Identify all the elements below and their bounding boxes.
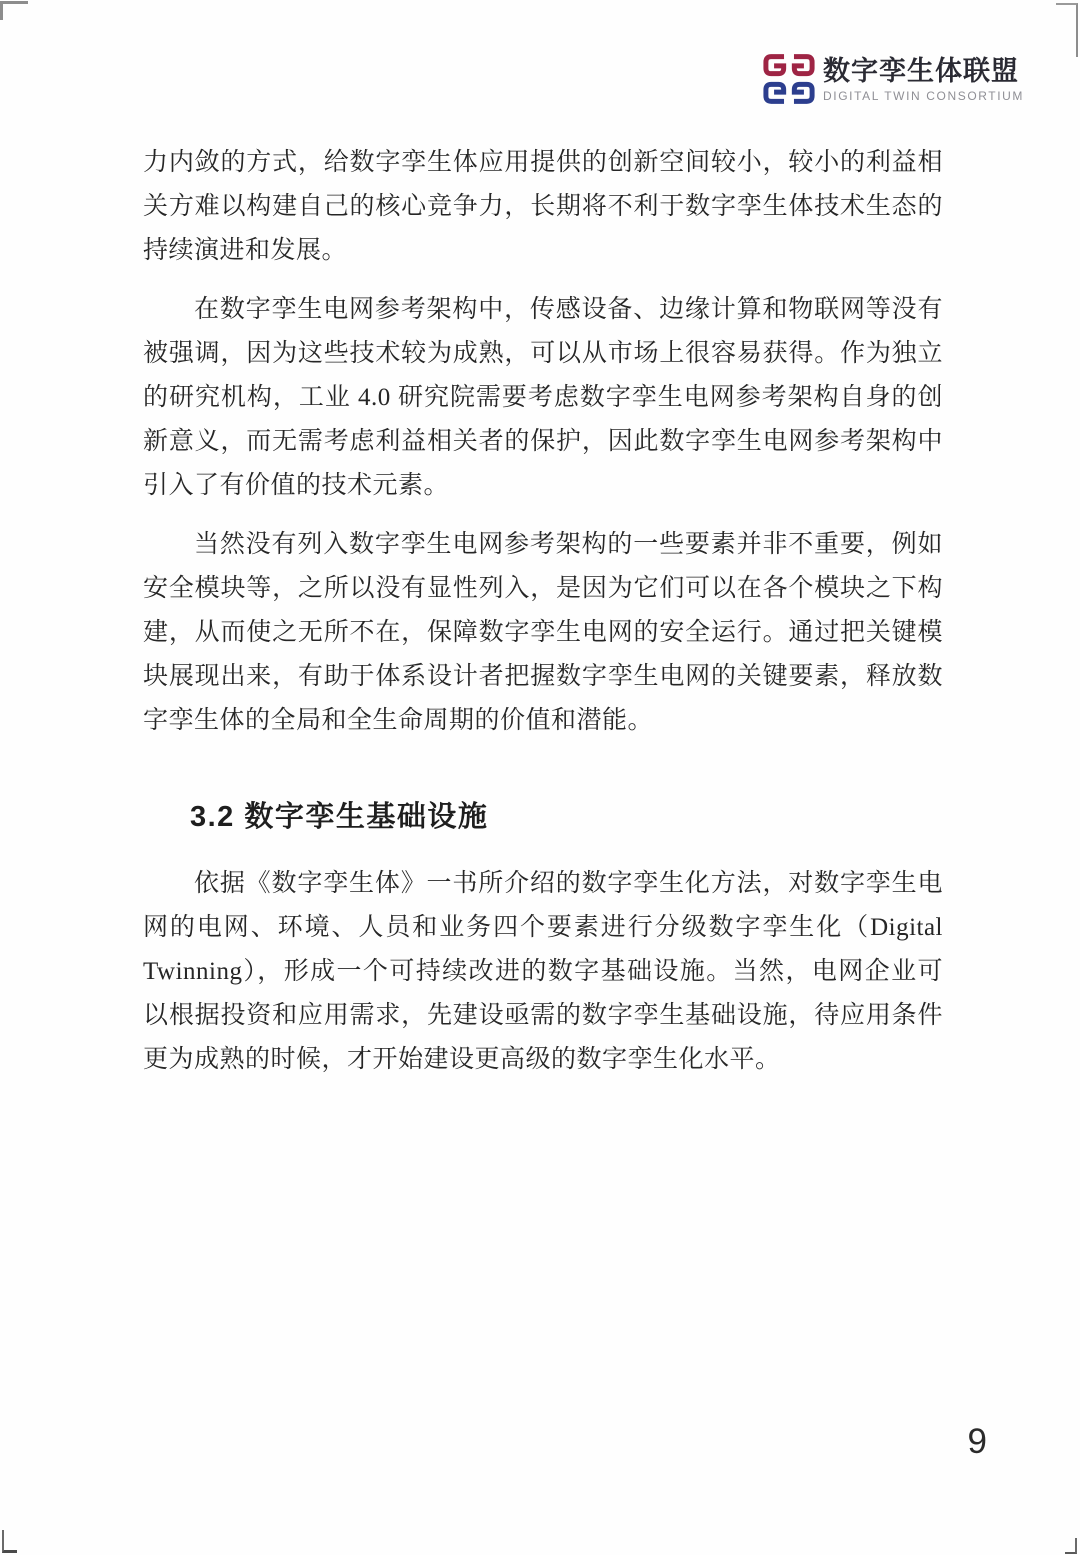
section-heading: 3.2 数字孪生基础设施 bbox=[190, 801, 489, 833]
digital-twin-consortium-logo-icon bbox=[762, 52, 816, 106]
scan-corner-mark-bottom-left bbox=[2, 1530, 17, 1553]
scan-corner-mark-bottom-right bbox=[1065, 1538, 1077, 1554]
logo-title: 数字孪生体联盟 bbox=[823, 55, 1019, 86]
paragraph: 力内敛的方式，给数字孪生体应用提供的创新空间较小，较小的利益相关方难以构建自己的核心竞争力，长期将不利于数字孪生体技术生态的持续演进和发展。 bbox=[143, 149, 943, 264]
header-logo bbox=[762, 52, 1024, 106]
paragraph: 当然没有列入数字孪生电网参考架构的一些要素并非不重要，例如安全模块等，之所以没有显性列入，是因为它们可以在各个模块之下构建，从而使之无所不在，保障数字孪生电网的安全运行。通过把关键模块展现出来，有助于体系设计者把握数字孪生电网的关键要素，释放数字孪生体的全局和全生命周期的价值和潜能。 bbox=[143, 531, 943, 734]
page-number: 9 bbox=[967, 1422, 987, 1461]
scan-corner-mark-top-right bbox=[1056, 3, 1078, 57]
logo-subtitle: DIGITAL TWIN CONSORTIUM bbox=[823, 88, 1025, 103]
paragraph: 在数字孪生电网参考架构中，传感设备、边缘计算和物联网等没有被强调，因为这些技术较为成熟，可以从市场上很容易获得。作为独立的研究机构，工业 4.0 研究院需要考虑数字孪生电网参考架构自身的创新意义，而无需考虑利益相关者的保护，因此数字孪生电网参考架构中引入了有价值的技术元素。 bbox=[143, 296, 943, 499]
logo-text-block bbox=[823, 56, 1024, 103]
paragraph: 依据《数字孪生体》一书所介绍的数字孪生化方法，对数字孪生电网的电网、环境、人员和业务四个要素进行分级数字孪生化（Digital Twinning），形成一个可持续改进的数字基础设施。当然，电网企业可以根据投资和应用需求，先建设亟需的数字孪生基础设施，待应用条件更为成熟的时候，才开始建设更高级的数字孪生化水平。 bbox=[143, 870, 943, 1073]
document-body bbox=[143, 141, 943, 1097]
scan-corner-mark-top-left bbox=[0, 1, 28, 20]
